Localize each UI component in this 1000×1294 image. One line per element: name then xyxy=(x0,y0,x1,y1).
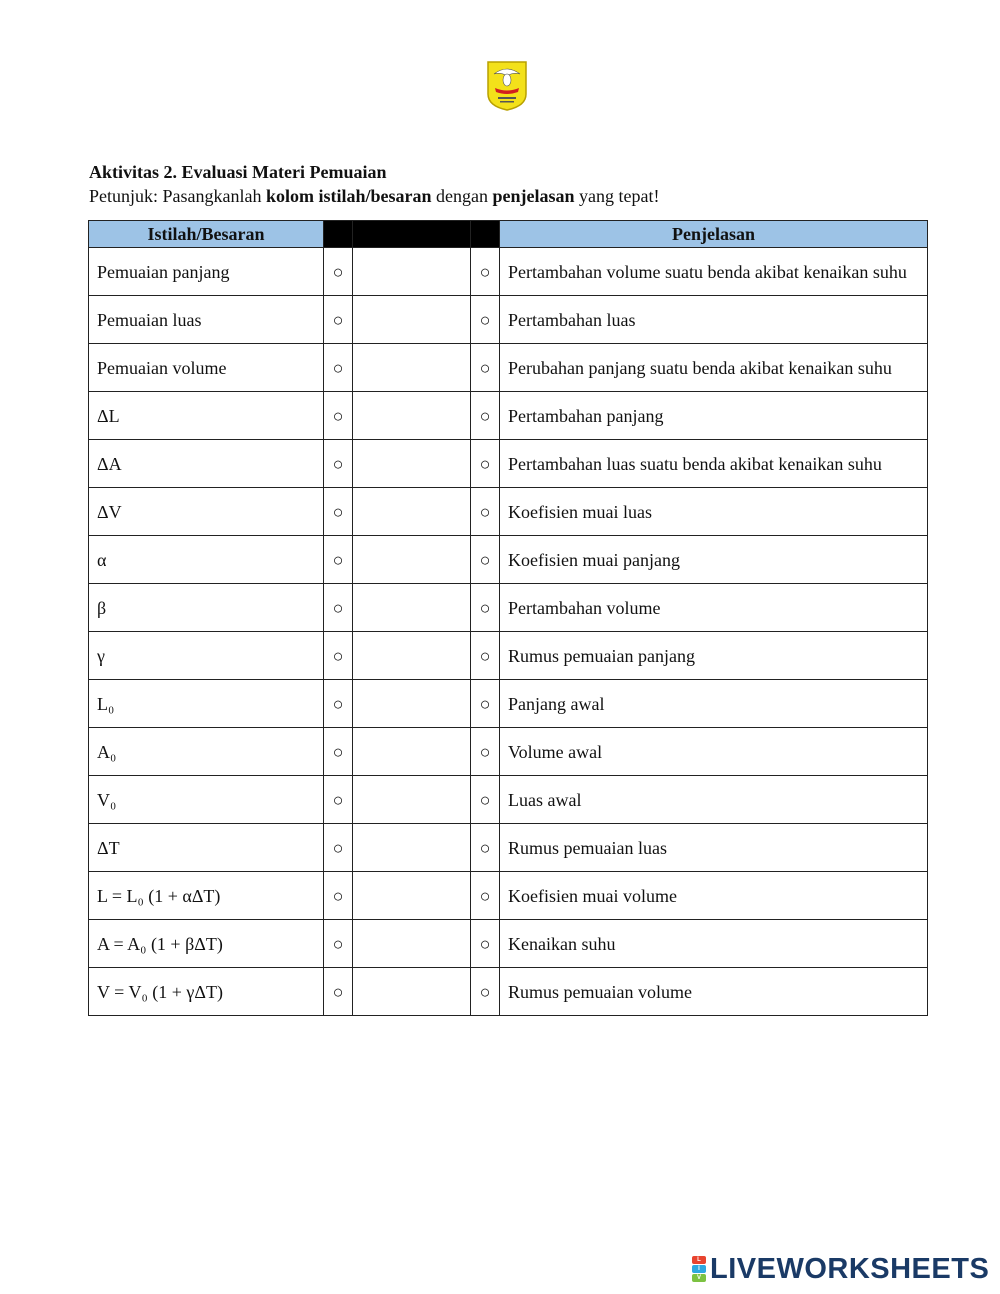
term-cell: ΔT xyxy=(89,824,324,872)
instruction-bold-term: kolom istilah/besaran xyxy=(265,186,432,206)
left-match-dot[interactable]: ○ xyxy=(324,968,353,1016)
left-match-dot[interactable]: ○ xyxy=(324,584,353,632)
match-line-area xyxy=(353,440,471,488)
description-cell: Kenaikan suhu xyxy=(500,920,928,968)
term-cell: L = L₀ (1 + αΔT) xyxy=(89,872,324,920)
description-cell: Pertambahan panjang xyxy=(500,392,928,440)
match-line-area xyxy=(353,680,471,728)
match-line-area xyxy=(353,872,471,920)
liveworksheets-wordmark: LIVEWORKSHEETS xyxy=(710,1252,990,1285)
instruction-text xyxy=(89,184,929,208)
instruction-mid: dengan xyxy=(431,186,493,206)
term-cell: γ xyxy=(89,632,324,680)
table-row xyxy=(89,728,928,776)
table-row xyxy=(89,680,928,728)
description-cell: Pertambahan volume suatu benda akibat kenaikan suhu xyxy=(500,248,928,296)
description-cell: Pertambahan volume xyxy=(500,584,928,632)
matching-table xyxy=(88,220,928,1016)
right-match-dot[interactable]: ○ xyxy=(471,680,500,728)
table-row xyxy=(89,824,928,872)
match-line-area xyxy=(353,344,471,392)
right-match-dot[interactable]: ○ xyxy=(471,920,500,968)
right-match-dot[interactable]: ○ xyxy=(471,392,500,440)
match-line-area xyxy=(353,968,471,1016)
term-cell: ΔV xyxy=(89,488,324,536)
match-line-area xyxy=(353,536,471,584)
badge-letter: L xyxy=(692,1256,706,1264)
header-dark-cell xyxy=(324,221,353,248)
left-match-dot[interactable]: ○ xyxy=(324,536,353,584)
description-cell: Rumus pemuaian volume xyxy=(500,968,928,1016)
table-row xyxy=(89,920,928,968)
table-row xyxy=(89,632,928,680)
right-match-dot[interactable]: ○ xyxy=(471,248,500,296)
instruction-prefix: Petunjuk: Pasangkanlah xyxy=(89,186,266,206)
left-match-dot[interactable]: ○ xyxy=(324,680,353,728)
match-line-area xyxy=(353,776,471,824)
term-cell: A = A₀ (1 + βΔT) xyxy=(89,920,324,968)
term-cell: A₀ xyxy=(89,728,324,776)
right-match-dot[interactable]: ○ xyxy=(471,584,500,632)
match-line-area xyxy=(353,296,471,344)
description-cell: Panjang awal xyxy=(500,680,928,728)
right-match-dot[interactable]: ○ xyxy=(471,536,500,584)
left-match-dot[interactable]: ○ xyxy=(324,872,353,920)
table-row xyxy=(89,344,928,392)
left-match-dot[interactable]: ○ xyxy=(324,488,353,536)
table-row xyxy=(89,536,928,584)
description-cell: Luas awal xyxy=(500,776,928,824)
table-row xyxy=(89,392,928,440)
description-cell: Volume awal xyxy=(500,728,928,776)
table-header-row xyxy=(89,221,928,248)
table-row xyxy=(89,248,928,296)
left-match-dot[interactable]: ○ xyxy=(324,392,353,440)
right-match-dot[interactable]: ○ xyxy=(471,296,500,344)
match-line-area xyxy=(353,824,471,872)
term-cell: Pemuaian volume xyxy=(89,344,324,392)
school-emblem-icon xyxy=(486,60,528,112)
match-line-area xyxy=(353,920,471,968)
description-cell: Rumus pemuaian panjang xyxy=(500,632,928,680)
match-line-area xyxy=(353,728,471,776)
activity-title: Aktivitas 2. Evaluasi Materi Pemuaian xyxy=(89,162,387,182)
match-line-area xyxy=(353,488,471,536)
match-line-area xyxy=(353,248,471,296)
left-match-dot[interactable]: ○ xyxy=(324,824,353,872)
term-cell: V₀ xyxy=(89,776,324,824)
activity-header xyxy=(89,160,929,208)
description-cell: Rumus pemuaian luas xyxy=(500,824,928,872)
table-row xyxy=(89,872,928,920)
left-match-dot[interactable]: ○ xyxy=(324,776,353,824)
right-match-dot[interactable]: ○ xyxy=(471,632,500,680)
term-cell: L₀ xyxy=(89,680,324,728)
table-row xyxy=(89,968,928,1016)
description-cell: Perubahan panjang suatu benda akibat kenaikan suhu xyxy=(500,344,928,392)
match-line-area xyxy=(353,392,471,440)
right-match-dot[interactable]: ○ xyxy=(471,344,500,392)
description-cell: Pertambahan luas xyxy=(500,296,928,344)
match-line-area xyxy=(353,632,471,680)
term-cell: ΔL xyxy=(89,392,324,440)
right-match-dot[interactable]: ○ xyxy=(471,776,500,824)
term-cell: ΔA xyxy=(89,440,324,488)
term-cell: α xyxy=(89,536,324,584)
liveworksheets-badge-icon xyxy=(692,1256,706,1283)
left-match-dot[interactable]: ○ xyxy=(324,920,353,968)
right-match-dot[interactable]: ○ xyxy=(471,488,500,536)
description-cell: Koefisien muai panjang xyxy=(500,536,928,584)
right-match-dot[interactable]: ○ xyxy=(471,824,500,872)
description-cell: Koefisien muai volume xyxy=(500,872,928,920)
right-match-dot[interactable]: ○ xyxy=(471,728,500,776)
liveworksheets-logo xyxy=(692,1254,989,1284)
table-row xyxy=(89,776,928,824)
term-cell: V = V₀ (1 + γΔT) xyxy=(89,968,324,1016)
left-match-dot[interactable]: ○ xyxy=(324,440,353,488)
header-dark-cell xyxy=(471,221,500,248)
left-match-dot[interactable]: ○ xyxy=(324,344,353,392)
description-cell: Koefisien muai luas xyxy=(500,488,928,536)
header-term: Istilah/Besaran xyxy=(89,221,324,248)
header-desc: Penjelasan xyxy=(500,221,928,248)
table-row xyxy=(89,488,928,536)
term-cell: Pemuaian panjang xyxy=(89,248,324,296)
right-match-dot[interactable]: ○ xyxy=(471,968,500,1016)
instruction-suffix: yang tepat! xyxy=(574,186,660,206)
badge-letter: I xyxy=(692,1265,706,1273)
left-match-dot[interactable]: ○ xyxy=(324,632,353,680)
left-match-dot[interactable]: ○ xyxy=(324,296,353,344)
description-cell: Pertambahan luas suatu benda akibat kenaikan suhu xyxy=(500,440,928,488)
right-match-dot[interactable]: ○ xyxy=(471,872,500,920)
instruction-bold-desc: penjelasan xyxy=(492,186,575,206)
badge-letter: V xyxy=(692,1274,706,1282)
left-match-dot[interactable]: ○ xyxy=(324,728,353,776)
header-dark-cell xyxy=(353,221,471,248)
table-row xyxy=(89,584,928,632)
term-cell: β xyxy=(89,584,324,632)
table-row xyxy=(89,296,928,344)
left-match-dot[interactable]: ○ xyxy=(324,248,353,296)
right-match-dot[interactable]: ○ xyxy=(471,440,500,488)
table-row xyxy=(89,440,928,488)
term-cell: Pemuaian luas xyxy=(89,296,324,344)
match-line-area xyxy=(353,584,471,632)
